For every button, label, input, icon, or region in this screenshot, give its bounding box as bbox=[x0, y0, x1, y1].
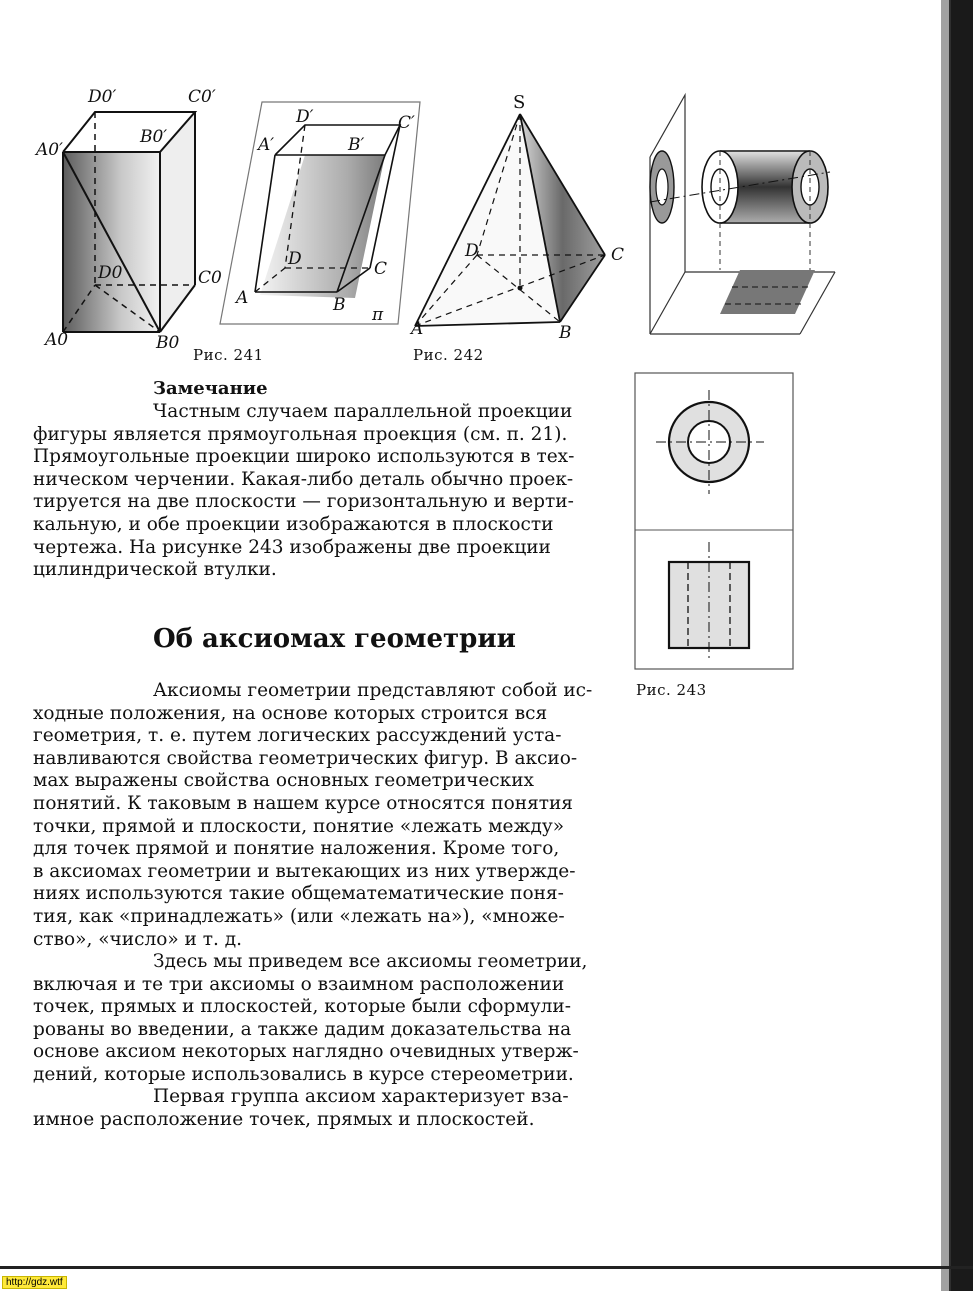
remark-line: Прямоугольные проекции широко используются в тех- bbox=[33, 446, 575, 468]
text-line: основе аксиом некоторых наглядно очевидных утверж- bbox=[33, 1041, 579, 1063]
label-c0p: C0′ bbox=[188, 87, 216, 107]
label-pyr-a: A bbox=[411, 319, 424, 339]
remark-line: кальную, и обе проекции изображаются в плоскости bbox=[33, 513, 554, 535]
text-line: навливаются свойства геометрических фигур. В аксио- bbox=[33, 747, 578, 769]
figure-243-isometric bbox=[630, 92, 840, 342]
label-c: C bbox=[374, 259, 388, 279]
scan-edge bbox=[941, 0, 973, 1291]
paragraph-2 bbox=[33, 951, 605, 1087]
remark-line: чертежа. На рисунке 243 изображены две проекции bbox=[33, 536, 551, 558]
label-cp: C′ bbox=[398, 113, 415, 133]
remark-text bbox=[33, 401, 605, 582]
label-pyr-c: C bbox=[611, 245, 625, 265]
paragraph-1 bbox=[33, 680, 605, 951]
caption-fig242: Рис. 242 bbox=[413, 346, 484, 364]
page-bottom-rule bbox=[0, 1266, 973, 1269]
label-s: S bbox=[513, 92, 526, 113]
text-line: для точек прямой и понятие наложения. Кроме того, bbox=[33, 838, 560, 860]
label-d0: D0 bbox=[98, 263, 123, 283]
figure-242 bbox=[405, 90, 635, 345]
remark-line: ническом черчении. Какая-либо деталь обычно проек- bbox=[33, 468, 574, 490]
text-line: Здесь мы приведем все аксиомы геометрии, bbox=[153, 951, 588, 972]
label-a0p: A0′ bbox=[36, 140, 63, 160]
section-title: Об аксиомах геометрии bbox=[153, 624, 516, 654]
label-a0: A0 bbox=[45, 330, 69, 350]
text-line: Аксиомы геометрии представляют собой ис- bbox=[153, 680, 593, 701]
caption-fig241: Рис. 241 bbox=[193, 346, 264, 364]
caption-fig243: Рис. 243 bbox=[636, 681, 707, 699]
label-c0: C0 bbox=[198, 268, 222, 288]
remark-line: цилиндрической втулки. bbox=[33, 559, 277, 581]
label-dp: D′ bbox=[296, 107, 314, 127]
text-line: точки, прямой и плоскости, понятие «лежать между» bbox=[33, 815, 565, 837]
text-line: имное расположение точек, прямых и плоскостей. bbox=[33, 1108, 535, 1130]
label-d0p: D0′ bbox=[88, 87, 117, 107]
remark-line: фигуры является прямоугольная проекция (см. п. 21). bbox=[33, 423, 568, 445]
remark-line: Частным случаем параллельной проекции bbox=[153, 401, 573, 422]
label-b: B bbox=[333, 295, 346, 315]
text-line: рованы во введении, а также дадим доказательства на bbox=[33, 1018, 572, 1040]
label-ap: A′ bbox=[258, 135, 275, 155]
label-b0p: B0′ bbox=[140, 127, 168, 147]
text-line: мах выражены свойства основных геометрических bbox=[33, 770, 534, 792]
text-line: понятий. К таковым в нашем курсе относятся понятия bbox=[33, 792, 573, 814]
watermark: http://gdz.wtf bbox=[2, 1276, 67, 1289]
text-line: Первая группа аксиом характеризует вза- bbox=[153, 1086, 569, 1107]
figure-241 bbox=[30, 80, 430, 360]
text-line: в аксиомах геометрии и вытекающих из них утвержде- bbox=[33, 860, 576, 882]
text-line: ходные положения, на основе которых строится вся bbox=[33, 702, 548, 724]
text-line: точек, прямых и плоскостей, которые были сформули- bbox=[33, 996, 571, 1018]
remark-line: тируется на две плоскости — горизонтальную и верти- bbox=[33, 491, 574, 513]
label-b0: B0 bbox=[156, 333, 180, 353]
label-a: A bbox=[236, 288, 249, 308]
text-line: ниях используются такие общематематические поня- bbox=[33, 883, 564, 905]
text-line: включая и те три аксиомы о взаимном расположении bbox=[33, 973, 565, 995]
label-pyr-b: B bbox=[559, 323, 572, 343]
figure-243-projections bbox=[634, 372, 794, 672]
text-line: тия, как «принадлежать» (или «лежать на»), «множе- bbox=[33, 905, 565, 927]
label-pi: π bbox=[372, 305, 384, 325]
label-bp: B′ bbox=[348, 135, 365, 155]
text-line: геометрия, т. е. путем логических рассуждений уста- bbox=[33, 725, 562, 747]
remark-title: Замечание bbox=[153, 378, 268, 399]
paragraph-3 bbox=[33, 1086, 605, 1131]
label-d: D bbox=[288, 249, 302, 269]
text-line: ство», «число» и т. д. bbox=[33, 928, 243, 950]
label-pyr-d: D bbox=[465, 241, 479, 261]
text-line: дений, которые использовались в курсе стереометрии. bbox=[33, 1063, 574, 1085]
